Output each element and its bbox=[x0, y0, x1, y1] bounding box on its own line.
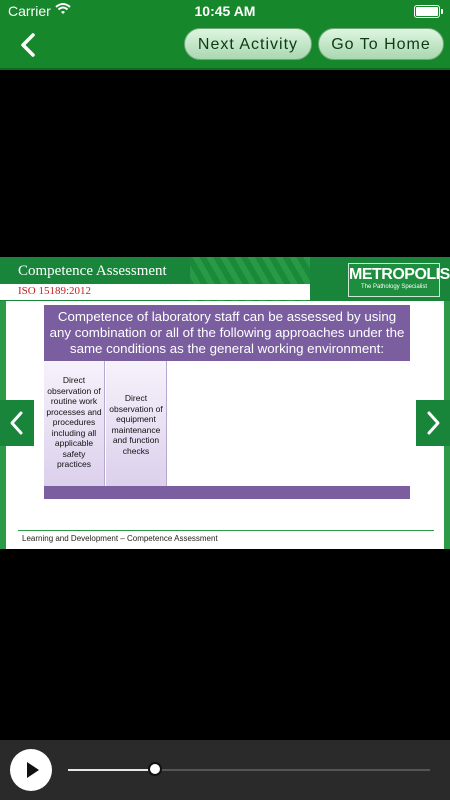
play-button[interactable] bbox=[10, 749, 52, 791]
go-to-home-button[interactable]: Go To Home bbox=[318, 28, 444, 60]
approach-card: Direct observation of equipment maintenance and function checks bbox=[106, 361, 167, 486]
previous-slide-button[interactable] bbox=[0, 400, 34, 446]
seek-track[interactable] bbox=[68, 769, 430, 771]
metropolis-logo bbox=[348, 263, 450, 297]
logo-text: METROPOLIS bbox=[349, 266, 450, 283]
intro-text: Competence of laboratory staff can be assessed by using any combination or all of the following approaches under the same conditions as the general working environment: bbox=[49, 309, 405, 356]
clock: 10:45 AM bbox=[194, 3, 256, 19]
status-bar bbox=[0, 0, 450, 22]
seek-progress bbox=[68, 769, 155, 771]
footer-divider bbox=[18, 530, 434, 531]
media-player-bar bbox=[0, 740, 450, 800]
back-button[interactable] bbox=[14, 30, 44, 60]
next-slide-button[interactable] bbox=[416, 400, 450, 446]
navigation-bar bbox=[0, 22, 450, 70]
chevron-left-icon bbox=[14, 30, 44, 60]
chevron-right-icon bbox=[416, 400, 450, 446]
slide-content bbox=[0, 257, 450, 549]
play-icon bbox=[10, 749, 52, 791]
seek-thumb[interactable] bbox=[148, 762, 162, 776]
carrier-label: Carrier bbox=[8, 3, 51, 19]
battery-icon bbox=[414, 5, 440, 18]
purple-footer-bar bbox=[44, 486, 410, 499]
chevron-left-icon bbox=[0, 400, 34, 446]
slide-footer: Learning and Development – Competence Assessment bbox=[22, 534, 218, 543]
approach-card: Direct observation of routine work processes and procedures including all applicable safety practices bbox=[44, 361, 105, 486]
logo-tagline: The Pathology Specialist bbox=[360, 284, 428, 290]
slide-subtitle: ISO 15189:2012 bbox=[18, 285, 92, 297]
slide-title: Competence Assessment bbox=[18, 263, 167, 279]
intro-text-box bbox=[44, 305, 410, 361]
next-activity-button[interactable]: Next Activity bbox=[184, 28, 312, 60]
